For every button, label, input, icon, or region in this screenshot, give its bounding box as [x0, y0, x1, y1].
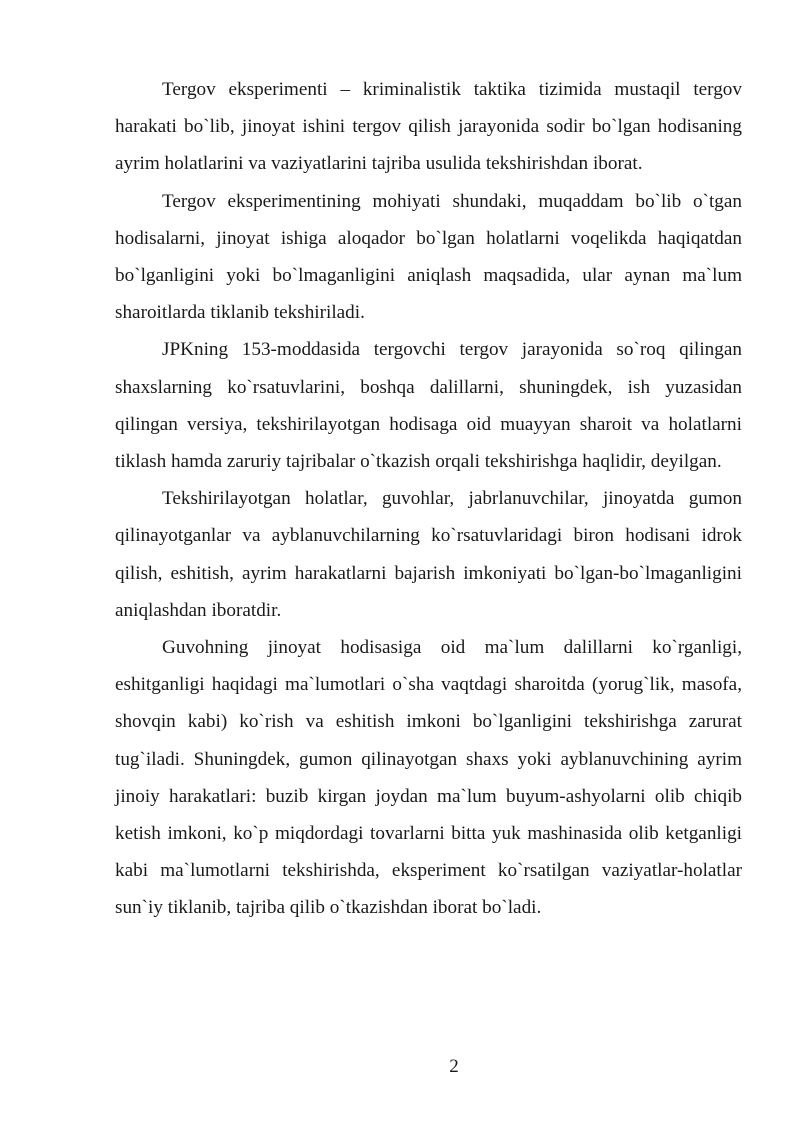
page-number: 2: [449, 1056, 459, 1077]
paragraph-2: Tergov eksperimentining mohiyati shundaki, muqaddam bo`lib o`tgan hodisalarni, jinoyat ishiga aloqador bo`lgan holatlarni voqelikda haqiqatdan bo`lganligini yoki bo`lmaganligini aniqlash maqsadida, ular aynan ma`lum sharoitlarda tiklanib tekshiriladi.: [115, 190, 742, 324]
paragraph-3: JPKning 153-moddasida tergovchi tergov jarayonida so`roq qilingan shaxslarning ko`rsatuvlarini, boshqa dalillarni, shuningdek, ish yuzasidan qilingan versiya, tekshirilayotgan hodisaga oid muayyan sharoit va holatlarni tiklash hamda zaruriy tajribalar o`tkazish orqali tekshirishga haqlidir, deyilgan.: [115, 339, 742, 473]
paragraph-5: Guvohning jinoyat hodisasiga oid ma`lum dalillarni ko`rganligi, eshitganligi haqidagi ma`lumotlari o`sha vaqtdagi sharoitda (yorug`lik, masofa, shovqin kabi) ko`rish va eshitish imkoni bo`lganligini tekshirishga zarurat tug`iladi. Shuningdek, gumon qilinayotgan shaxs yoki ayblanuvchining ayrim jinoiy harakatlari: buzib kirgan joydan ma`lum buyum-ashyolarni olib chiqib ketish imkoni, ko`p miqdordagi tovarlarni bitta yuk mashinasida olib ketganligi kabi ma`lumotlarni tekshirishda, eksperiment ko`rsatilgan vaziyatlar-holatlar sun`iy tiklanib, tajriba qilib o`tkazishdan iborat bo`ladi.: [115, 637, 742, 919]
document-body: [115, 71, 742, 927]
paragraph-4: Tekshirilayotgan holatlar, guvohlar, jabrlanuvchilar, jinoyatda gumon qilinayotganlar va ayblanuvchilarning ko`rsatuvlaridagi biron hodisani idrok qilish, eshitish, ayrim harakatlarni bajarish imkoniyati bo`lgan-bo`lmaganligini aniqlashdan iboratdir.: [115, 488, 742, 621]
paragraph-1: Tergov eksperimenti – kriminalistik taktika tizimida mustaqil tergov harakati bo`lib, jinoyat ishini tergov qilish jarayonida sodir bo`lgan hodisaning ayrim holatlarini va vaziyatlarini tajriba usulida tekshirishdan iborat.: [115, 79, 742, 175]
